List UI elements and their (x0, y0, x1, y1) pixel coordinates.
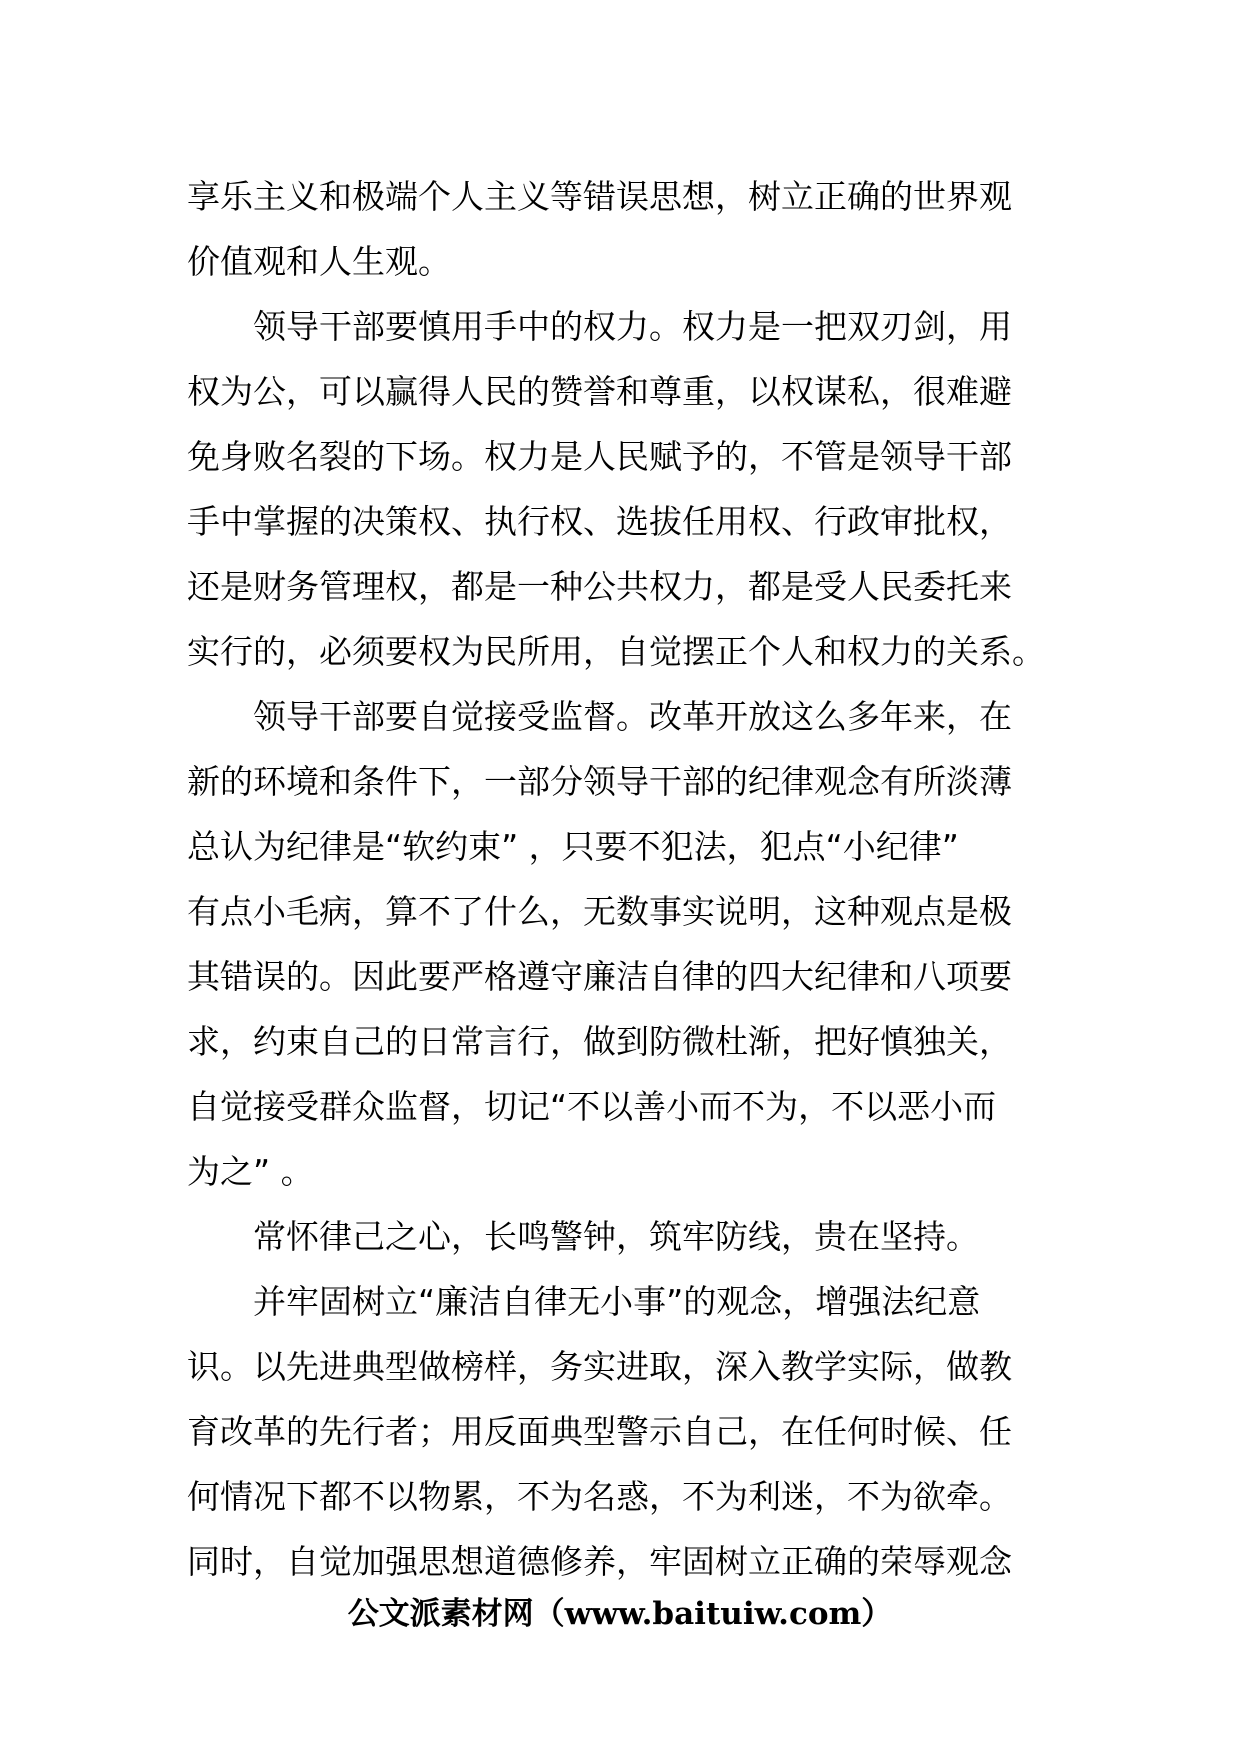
text-line: 自觉接受群众监督，切记“不以善小而不为，不以恶小而 (187, 1087, 997, 1126)
text-line: 有点小毛病，算不了什么，无数事实说明，这种观点是极 (187, 892, 1012, 931)
text-line: 总认为纪律是“软约束” ，只要不犯法，犯点“小纪律” (187, 827, 959, 866)
text-line: 实行的，必须要权为民所用，自觉摆正个人和权力的关系。 (187, 632, 1045, 671)
text-line: 还是财务管理权，都是一种公共权力，都是受人民委托来 (187, 567, 1012, 606)
text-line: 并牢固树立“廉洁自律无小事”的观念，增强法纪意 (253, 1282, 981, 1321)
text-line: 何情况下都不以物累，不为名惑，不为利迷，不为欲牵。 (187, 1477, 1012, 1516)
body-text (187, 164, 1053, 1594)
text-line: 为之” 。 (187, 1152, 314, 1191)
text-line: 育改革的先行者；用反面典型警示自己，在任何时候、任 (187, 1412, 1012, 1451)
text-line: 手中掌握的决策权、执行权、选拔任用权、行政审批权， (187, 502, 1012, 541)
text-line: 价值观和人生观。 (187, 242, 451, 281)
text-line: 享乐主义和极端个人主义等错误思想，树立正确的世界观 (187, 177, 1012, 216)
text-line: 识。以先进典型做榜样，务实进取，深入教学实际，做教 (187, 1347, 1012, 1386)
text-line: 其错误的。因此要严格遵守廉洁自律的四大纪律和八项要 (187, 957, 1012, 996)
text-line: 常怀律己之心，长鸣警钟，筑牢防线，贵在坚持。 (253, 1217, 979, 1256)
text-line: 领导干部要慎用手中的权力。权力是一把双刃剑，用 (253, 307, 1012, 346)
footer-watermark: 公文派素材网（www.baituiw.com） (347, 1596, 893, 1632)
text-line: 领导干部要自觉接受监督。改革开放这么多年来，在 (253, 697, 1012, 736)
text-line: 同时，自觉加强思想道德修养，牢固树立正确的荣辱观念 (187, 1542, 1012, 1581)
text-line: 新的环境和条件下，一部分领导干部的纪律观念有所淡薄 (187, 762, 1012, 801)
text-line: 权为公，可以赢得人民的赞誉和尊重，以权谋私，很难避 (187, 372, 1012, 411)
text-line: 求，约束自己的日常言行，做到防微杜渐，把好慎独关， (187, 1022, 1012, 1061)
text-line: 免身败名裂的下场。权力是人民赋予的，不管是领导干部 (187, 437, 1012, 476)
